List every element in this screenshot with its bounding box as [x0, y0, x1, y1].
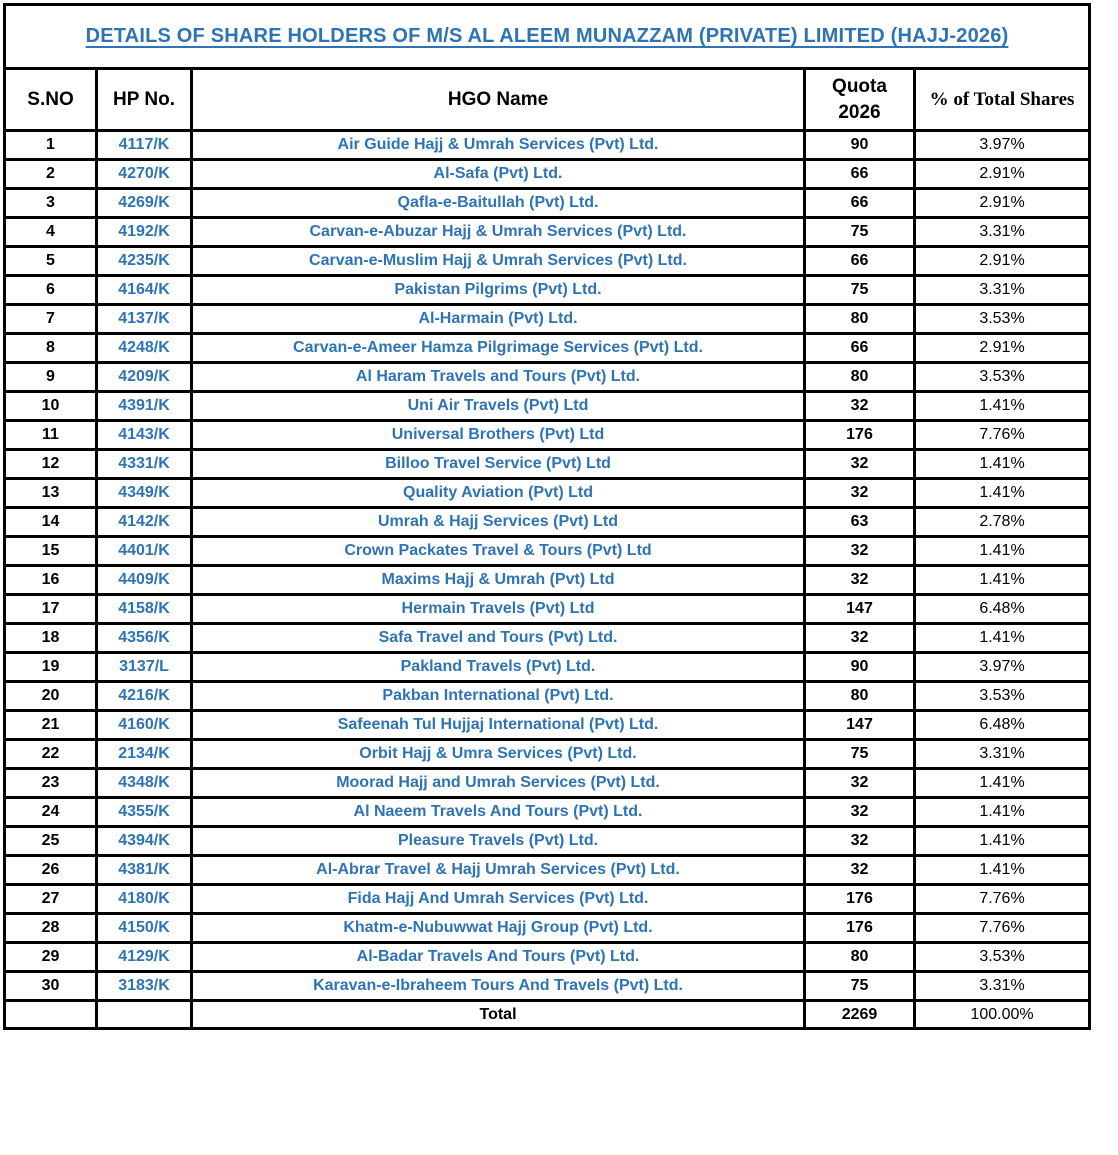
- pct-shares-cell: 2.91%: [915, 189, 1090, 218]
- quota-cell: 90: [805, 131, 915, 160]
- pct-shares-cell: 3.31%: [915, 218, 1090, 247]
- hp-no-cell: 4143/K: [97, 421, 192, 450]
- table-row: [5, 856, 1090, 885]
- quota-cell: 147: [805, 711, 915, 740]
- pct-shares-cell: 1.41%: [915, 856, 1090, 885]
- quota-cell: 75: [805, 276, 915, 305]
- quota-cell: 75: [805, 972, 915, 1001]
- quota-cell: 66: [805, 247, 915, 276]
- table-row: [5, 392, 1090, 421]
- pct-shares-cell: 3.53%: [915, 943, 1090, 972]
- hp-no-cell: 4209/K: [97, 363, 192, 392]
- table-row: [5, 943, 1090, 972]
- table-row: [5, 305, 1090, 334]
- shareholders-table: [3, 3, 1091, 1030]
- quota-cell: 80: [805, 363, 915, 392]
- pct-shares-cell: 1.41%: [915, 827, 1090, 856]
- sno-cell: 7: [5, 305, 97, 334]
- sno-cell: 28: [5, 914, 97, 943]
- table-row: [5, 740, 1090, 769]
- pct-shares-cell: 6.48%: [915, 595, 1090, 624]
- sno-cell: 3: [5, 189, 97, 218]
- hgo-name-cell: Al Naeem Travels And Tours (Pvt) Ltd.: [192, 798, 805, 827]
- column-header-quota: [805, 69, 915, 131]
- sno-cell: 14: [5, 508, 97, 537]
- quota-cell: 66: [805, 189, 915, 218]
- sno-cell: 5: [5, 247, 97, 276]
- total-sno-empty-cell: [5, 1001, 97, 1029]
- sno-cell: 27: [5, 885, 97, 914]
- hgo-name-cell: Fida Hajj And Umrah Services (Pvt) Ltd.: [192, 885, 805, 914]
- pct-shares-cell: 2.91%: [915, 334, 1090, 363]
- sno-cell: 1: [5, 131, 97, 160]
- table-row: [5, 334, 1090, 363]
- table-row: [5, 798, 1090, 827]
- table-row: [5, 479, 1090, 508]
- quota-cell: 176: [805, 421, 915, 450]
- column-header-hgo-name: HGO Name: [192, 69, 805, 131]
- pct-shares-cell: 1.41%: [915, 566, 1090, 595]
- hgo-name-cell: Al-Badar Travels And Tours (Pvt) Ltd.: [192, 943, 805, 972]
- quota-cell: 32: [805, 856, 915, 885]
- sno-cell: 9: [5, 363, 97, 392]
- quota-header-line2: 2026: [838, 101, 881, 123]
- table-row: [5, 624, 1090, 653]
- table-row: [5, 566, 1090, 595]
- hp-no-cell: 4158/K: [97, 595, 192, 624]
- pct-shares-cell: 7.76%: [915, 421, 1090, 450]
- total-quota-value: 2269: [805, 1001, 915, 1029]
- table-row: [5, 247, 1090, 276]
- hgo-name-cell: Khatm-e-Nubuwwat Hajj Group (Pvt) Ltd.: [192, 914, 805, 943]
- hgo-name-cell: Carvan-e-Ameer Hamza Pilgrimage Services (Pvt) Ltd.: [192, 334, 805, 363]
- quota-cell: 63: [805, 508, 915, 537]
- pct-shares-cell: 3.53%: [915, 305, 1090, 334]
- hgo-name-cell: Karavan-e-Ibraheem Tours And Travels (Pvt) Ltd.: [192, 972, 805, 1001]
- sno-cell: 21: [5, 711, 97, 740]
- sno-cell: 24: [5, 798, 97, 827]
- table-row: [5, 711, 1090, 740]
- hgo-name-cell: Al Haram Travels and Tours (Pvt) Ltd.: [192, 363, 805, 392]
- pct-shares-cell: 6.48%: [915, 711, 1090, 740]
- column-header-hp-no: HP No.: [97, 69, 192, 131]
- hp-no-cell: 2134/K: [97, 740, 192, 769]
- sno-cell: 12: [5, 450, 97, 479]
- pct-shares-cell: 2.91%: [915, 247, 1090, 276]
- hp-no-cell: 4355/K: [97, 798, 192, 827]
- hgo-name-cell: Maxims Hajj & Umrah (Pvt) Ltd: [192, 566, 805, 595]
- table-row: [5, 682, 1090, 711]
- total-hp-empty-cell: [97, 1001, 192, 1029]
- hp-no-cell: 4356/K: [97, 624, 192, 653]
- pct-shares-cell: 1.41%: [915, 537, 1090, 566]
- quota-cell: 32: [805, 566, 915, 595]
- sno-cell: 19: [5, 653, 97, 682]
- hp-no-cell: 4137/K: [97, 305, 192, 334]
- pct-shares-cell: 1.41%: [915, 479, 1090, 508]
- quota-cell: 80: [805, 943, 915, 972]
- hgo-name-cell: Umrah & Hajj Services (Pvt) Ltd: [192, 508, 805, 537]
- table-row: [5, 827, 1090, 856]
- sno-cell: 8: [5, 334, 97, 363]
- quota-cell: 66: [805, 160, 915, 189]
- hp-no-cell: 4409/K: [97, 566, 192, 595]
- hp-no-cell: 4235/K: [97, 247, 192, 276]
- hgo-name-cell: Al-Safa (Pvt) Ltd.: [192, 160, 805, 189]
- quota-cell: 32: [805, 537, 915, 566]
- sno-cell: 2: [5, 160, 97, 189]
- table-row: [5, 131, 1090, 160]
- hp-no-cell: 4269/K: [97, 189, 192, 218]
- quota-cell: 80: [805, 305, 915, 334]
- pct-shares-cell: 1.41%: [915, 624, 1090, 653]
- hgo-name-cell: Pleasure Travels (Pvt) Ltd.: [192, 827, 805, 856]
- sno-cell: 15: [5, 537, 97, 566]
- sno-cell: 18: [5, 624, 97, 653]
- sno-cell: 20: [5, 682, 97, 711]
- quota-cell: 32: [805, 450, 915, 479]
- sno-cell: 29: [5, 943, 97, 972]
- sno-cell: 13: [5, 479, 97, 508]
- hgo-name-cell: Qafla-e-Baitullah (Pvt) Ltd.: [192, 189, 805, 218]
- table-row: [5, 885, 1090, 914]
- pct-shares-cell: 2.91%: [915, 160, 1090, 189]
- hp-no-cell: 4348/K: [97, 769, 192, 798]
- total-pct-value: 100.00%: [915, 1001, 1090, 1029]
- quota-cell: 176: [805, 885, 915, 914]
- pct-shares-cell: 3.97%: [915, 653, 1090, 682]
- table-row: [5, 537, 1090, 566]
- quota-cell: 147: [805, 595, 915, 624]
- hgo-name-cell: Orbit Hajj & Umra Services (Pvt) Ltd.: [192, 740, 805, 769]
- table-row: [5, 276, 1090, 305]
- table-row: [5, 218, 1090, 247]
- pct-shares-cell: 3.31%: [915, 740, 1090, 769]
- table-foot: [5, 1001, 1090, 1029]
- sno-cell: 16: [5, 566, 97, 595]
- quota-cell: 176: [805, 914, 915, 943]
- hgo-name-cell: Universal Brothers (Pvt) Ltd: [192, 421, 805, 450]
- hp-no-cell: 4270/K: [97, 160, 192, 189]
- hgo-name-cell: Pakland Travels (Pvt) Ltd.: [192, 653, 805, 682]
- hgo-name-cell: Al-Harmain (Pvt) Ltd.: [192, 305, 805, 334]
- sno-cell: 17: [5, 595, 97, 624]
- hgo-name-cell: Al-Abrar Travel & Hajj Umrah Services (Pvt) Ltd.: [192, 856, 805, 885]
- total-row: [5, 1001, 1090, 1029]
- pct-shares-cell: 3.53%: [915, 682, 1090, 711]
- sno-cell: 26: [5, 856, 97, 885]
- pct-shares-cell: 7.76%: [915, 914, 1090, 943]
- hgo-name-cell: Quality Aviation (Pvt) Ltd: [192, 479, 805, 508]
- quota-cell: 75: [805, 740, 915, 769]
- hp-no-cell: 4394/K: [97, 827, 192, 856]
- sno-cell: 11: [5, 421, 97, 450]
- pct-shares-cell: 1.41%: [915, 769, 1090, 798]
- hp-no-cell: 4248/K: [97, 334, 192, 363]
- table-head: [5, 5, 1090, 131]
- quota-header-line1: Quota: [832, 75, 887, 97]
- header-row: [5, 69, 1090, 131]
- pct-shares-cell: 1.41%: [915, 450, 1090, 479]
- hgo-name-cell: Hermain Travels (Pvt) Ltd: [192, 595, 805, 624]
- hp-no-cell: 4129/K: [97, 943, 192, 972]
- column-header-sno: S.NO: [5, 69, 97, 131]
- hgo-name-cell: Air Guide Hajj & Umrah Services (Pvt) Ltd.: [192, 131, 805, 160]
- table-row: [5, 914, 1090, 943]
- hgo-name-cell: Pakistan Pilgrims (Pvt) Ltd.: [192, 276, 805, 305]
- hp-no-cell: 4331/K: [97, 450, 192, 479]
- quota-cell: 32: [805, 798, 915, 827]
- title-row: [5, 5, 1090, 69]
- sno-cell: 22: [5, 740, 97, 769]
- hp-no-cell: 4192/K: [97, 218, 192, 247]
- hgo-name-cell: Pakban International (Pvt) Ltd.: [192, 682, 805, 711]
- pct-shares-cell: 3.31%: [915, 972, 1090, 1001]
- hp-no-cell: 3137/L: [97, 653, 192, 682]
- quota-cell: 80: [805, 682, 915, 711]
- column-header-pct-of-total-shares: % of Total Shares: [915, 69, 1090, 131]
- sno-cell: 23: [5, 769, 97, 798]
- hgo-name-cell: Carvan-e-Abuzar Hajj & Umrah Services (Pvt) Ltd.: [192, 218, 805, 247]
- hgo-name-cell: Uni Air Travels (Pvt) Ltd: [192, 392, 805, 421]
- hp-no-cell: 4180/K: [97, 885, 192, 914]
- table-row: [5, 595, 1090, 624]
- total-label: Total: [192, 1001, 805, 1029]
- hgo-name-cell: Carvan-e-Muslim Hajj & Umrah Services (Pvt) Ltd.: [192, 247, 805, 276]
- sno-cell: 30: [5, 972, 97, 1001]
- hgo-name-cell: Crown Packates Travel & Tours (Pvt) Ltd: [192, 537, 805, 566]
- hp-no-cell: 4117/K: [97, 131, 192, 160]
- pct-shares-cell: 2.78%: [915, 508, 1090, 537]
- pct-shares-cell: 1.41%: [915, 798, 1090, 827]
- hgo-name-cell: Billoo Travel Service (Pvt) Ltd: [192, 450, 805, 479]
- hp-no-cell: 4349/K: [97, 479, 192, 508]
- pct-shares-cell: 3.53%: [915, 363, 1090, 392]
- table-row: [5, 363, 1090, 392]
- quota-cell: 90: [805, 653, 915, 682]
- table-row: [5, 189, 1090, 218]
- pct-shares-cell: 7.76%: [915, 885, 1090, 914]
- quota-cell: 32: [805, 769, 915, 798]
- table-body: [5, 131, 1090, 1001]
- hp-no-cell: 4401/K: [97, 537, 192, 566]
- hp-no-cell: 4150/K: [97, 914, 192, 943]
- pct-shares-cell: 3.97%: [915, 131, 1090, 160]
- document-title: DETAILS OF SHARE HOLDERS OF M/S AL ALEEM MUNAZZAM (PRIVATE) LIMITED (HAJJ-2026): [5, 5, 1090, 69]
- sno-cell: 25: [5, 827, 97, 856]
- quota-cell: 66: [805, 334, 915, 363]
- table-row: [5, 421, 1090, 450]
- sno-cell: 4: [5, 218, 97, 247]
- hp-no-cell: 4216/K: [97, 682, 192, 711]
- table-row: [5, 450, 1090, 479]
- hp-no-cell: 4160/K: [97, 711, 192, 740]
- table-row: [5, 160, 1090, 189]
- pct-shares-cell: 1.41%: [915, 392, 1090, 421]
- quota-cell: 75: [805, 218, 915, 247]
- quota-cell: 32: [805, 827, 915, 856]
- hp-no-cell: 4164/K: [97, 276, 192, 305]
- sno-cell: 6: [5, 276, 97, 305]
- hgo-name-cell: Safeenah Tul Hujjaj International (Pvt) Ltd.: [192, 711, 805, 740]
- hgo-name-cell: Moorad Hajj and Umrah Services (Pvt) Ltd.: [192, 769, 805, 798]
- hp-no-cell: 4142/K: [97, 508, 192, 537]
- hp-no-cell: 4391/K: [97, 392, 192, 421]
- table-row: [5, 769, 1090, 798]
- hp-no-cell: 4381/K: [97, 856, 192, 885]
- quota-cell: 32: [805, 624, 915, 653]
- table-row: [5, 653, 1090, 682]
- pct-shares-cell: 3.31%: [915, 276, 1090, 305]
- hp-no-cell: 3183/K: [97, 972, 192, 1001]
- quota-cell: 32: [805, 392, 915, 421]
- sno-cell: 10: [5, 392, 97, 421]
- table-row: [5, 508, 1090, 537]
- table-row: [5, 972, 1090, 1001]
- quota-cell: 32: [805, 479, 915, 508]
- hgo-name-cell: Safa Travel and Tours (Pvt) Ltd.: [192, 624, 805, 653]
